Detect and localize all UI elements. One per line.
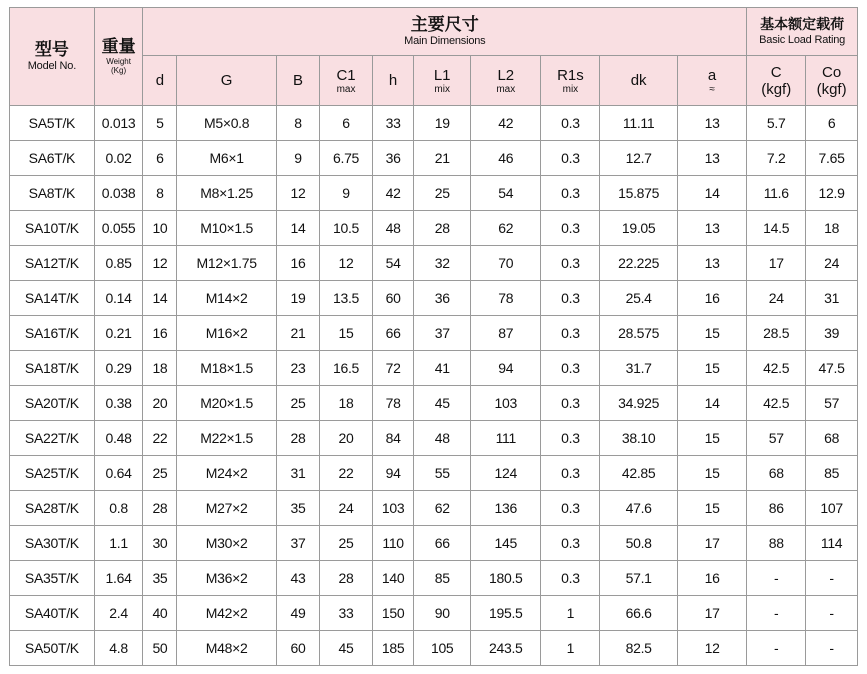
cell-a: 13 bbox=[677, 246, 746, 281]
col-header-g bbox=[177, 56, 276, 106]
col-header-l1 bbox=[414, 56, 471, 106]
table-row bbox=[10, 526, 858, 561]
cell-weight: 0.02 bbox=[94, 141, 143, 176]
cell-b: 60 bbox=[276, 631, 319, 666]
cell-c1: 15 bbox=[320, 316, 373, 351]
cell-r1s: 0.3 bbox=[541, 281, 600, 316]
cell-model: SA28T/K bbox=[10, 491, 95, 526]
cell-g: M48×2 bbox=[177, 631, 276, 666]
cell-l2: 124 bbox=[471, 456, 541, 491]
cell-b: 25 bbox=[276, 386, 319, 421]
cell-r1s: 0.3 bbox=[541, 316, 600, 351]
cell-r1s: 0.3 bbox=[541, 491, 600, 526]
cell-h: 94 bbox=[372, 456, 413, 491]
cell-weight: 0.013 bbox=[94, 106, 143, 141]
cell-b: 37 bbox=[276, 526, 319, 561]
cell-co: 6 bbox=[806, 106, 858, 141]
cell-dk: 42.85 bbox=[600, 456, 678, 491]
cell-c1: 9 bbox=[320, 176, 373, 211]
cell-c: 5.7 bbox=[747, 106, 806, 141]
cell-co: 7.65 bbox=[806, 141, 858, 176]
cell-r1s: 1 bbox=[541, 631, 600, 666]
cell-a: 15 bbox=[677, 456, 746, 491]
model-header bbox=[10, 8, 95, 106]
cell-co: 114 bbox=[806, 526, 858, 561]
col-header-d bbox=[143, 56, 177, 106]
cell-g: M20×1.5 bbox=[177, 386, 276, 421]
cell-dk: 47.6 bbox=[600, 491, 678, 526]
cell-a: 17 bbox=[677, 596, 746, 631]
cell-d: 30 bbox=[143, 526, 177, 561]
cell-d: 40 bbox=[143, 596, 177, 631]
cell-d: 25 bbox=[143, 456, 177, 491]
cell-d: 35 bbox=[143, 561, 177, 596]
cell-dk: 11.11 bbox=[600, 106, 678, 141]
table-row bbox=[10, 421, 858, 456]
cell-l1: 32 bbox=[414, 246, 471, 281]
table-row bbox=[10, 246, 858, 281]
cell-dk: 50.8 bbox=[600, 526, 678, 561]
table-row bbox=[10, 596, 858, 631]
cell-c: 42.5 bbox=[747, 386, 806, 421]
col-symbol: C1 bbox=[336, 66, 356, 84]
cell-h: 60 bbox=[372, 281, 413, 316]
col-unit: (kgf) bbox=[816, 80, 847, 98]
cell-a: 16 bbox=[677, 281, 746, 316]
cell-r1s: 0.3 bbox=[541, 211, 600, 246]
cell-l2: 94 bbox=[471, 351, 541, 386]
col-symbol: L1 bbox=[433, 66, 451, 84]
cell-r1s: 0.3 bbox=[541, 351, 600, 386]
cell-l1: 90 bbox=[414, 596, 471, 631]
cell-g: M24×2 bbox=[177, 456, 276, 491]
cell-g: M22×1.5 bbox=[177, 421, 276, 456]
cell-weight: 0.48 bbox=[94, 421, 143, 456]
cell-dk: 15.875 bbox=[600, 176, 678, 211]
cell-l1: 28 bbox=[414, 211, 471, 246]
cell-a: 13 bbox=[677, 106, 746, 141]
table-header bbox=[10, 8, 858, 106]
cell-h: 36 bbox=[372, 141, 413, 176]
cell-r1s: 0.3 bbox=[541, 561, 600, 596]
cell-co: 47.5 bbox=[806, 351, 858, 386]
cell-c1: 12 bbox=[320, 246, 373, 281]
table-row bbox=[10, 106, 858, 141]
table-row bbox=[10, 386, 858, 421]
cell-a: 15 bbox=[677, 316, 746, 351]
cell-model: SA22T/K bbox=[10, 421, 95, 456]
cell-co: 68 bbox=[806, 421, 858, 456]
col-subscript: mix bbox=[562, 83, 579, 95]
cell-r1s: 0.3 bbox=[541, 246, 600, 281]
cell-b: 21 bbox=[276, 316, 319, 351]
cell-c: 14.5 bbox=[747, 211, 806, 246]
cell-l2: 145 bbox=[471, 526, 541, 561]
cell-l1: 41 bbox=[414, 351, 471, 386]
cell-l2: 111 bbox=[471, 421, 541, 456]
cell-g: M6×1 bbox=[177, 141, 276, 176]
cell-dk: 31.7 bbox=[600, 351, 678, 386]
cell-l2: 87 bbox=[471, 316, 541, 351]
cell-dk: 28.575 bbox=[600, 316, 678, 351]
cell-d: 12 bbox=[143, 246, 177, 281]
cell-h: 78 bbox=[372, 386, 413, 421]
table-row bbox=[10, 211, 858, 246]
cell-c: 11.6 bbox=[747, 176, 806, 211]
table-body bbox=[10, 106, 858, 666]
cell-dk: 82.5 bbox=[600, 631, 678, 666]
cell-g: M8×1.25 bbox=[177, 176, 276, 211]
cell-h: 110 bbox=[372, 526, 413, 561]
cell-model: SA50T/K bbox=[10, 631, 95, 666]
col-symbol: L2 bbox=[497, 66, 515, 84]
table-row bbox=[10, 316, 858, 351]
cell-l2: 46 bbox=[471, 141, 541, 176]
cell-d: 14 bbox=[143, 281, 177, 316]
cell-model: SA5T/K bbox=[10, 106, 95, 141]
col-symbol: a bbox=[707, 66, 717, 84]
cell-l2: 42 bbox=[471, 106, 541, 141]
cell-g: M18×1.5 bbox=[177, 351, 276, 386]
cell-b: 14 bbox=[276, 211, 319, 246]
cell-a: 15 bbox=[677, 421, 746, 456]
cell-c: 86 bbox=[747, 491, 806, 526]
cell-weight: 0.38 bbox=[94, 386, 143, 421]
cell-l1: 55 bbox=[414, 456, 471, 491]
cell-l2: 195.5 bbox=[471, 596, 541, 631]
cell-c1: 45 bbox=[320, 631, 373, 666]
cell-g: M10×1.5 bbox=[177, 211, 276, 246]
cell-model: SA12T/K bbox=[10, 246, 95, 281]
col-symbol: d bbox=[155, 72, 165, 89]
cell-c1: 10.5 bbox=[320, 211, 373, 246]
cell-g: M27×2 bbox=[177, 491, 276, 526]
cell-h: 185 bbox=[372, 631, 413, 666]
cell-c1: 13.5 bbox=[320, 281, 373, 316]
cell-l1: 45 bbox=[414, 386, 471, 421]
cell-c1: 6 bbox=[320, 106, 373, 141]
cell-r1s: 0.3 bbox=[541, 386, 600, 421]
weight-header-cn: 重量 bbox=[101, 37, 136, 57]
cell-b: 8 bbox=[276, 106, 319, 141]
cell-model: SA35T/K bbox=[10, 561, 95, 596]
col-symbol: dk bbox=[630, 72, 647, 89]
load-rating-header bbox=[747, 8, 858, 56]
cell-c1: 20 bbox=[320, 421, 373, 456]
cell-h: 66 bbox=[372, 316, 413, 351]
col-unit: (kgf) bbox=[761, 80, 792, 98]
cell-c: - bbox=[747, 631, 806, 666]
model-header-cn: 型号 bbox=[34, 39, 69, 60]
cell-l1: 37 bbox=[414, 316, 471, 351]
cell-h: 48 bbox=[372, 211, 413, 246]
cell-l2: 78 bbox=[471, 281, 541, 316]
cell-co: - bbox=[806, 596, 858, 631]
cell-a: 13 bbox=[677, 211, 746, 246]
table-row bbox=[10, 351, 858, 386]
cell-a: 15 bbox=[677, 491, 746, 526]
cell-r1s: 0.3 bbox=[541, 526, 600, 561]
cell-a: 14 bbox=[677, 386, 746, 421]
cell-weight: 0.055 bbox=[94, 211, 143, 246]
cell-c1: 28 bbox=[320, 561, 373, 596]
cell-co: - bbox=[806, 631, 858, 666]
cell-a: 15 bbox=[677, 351, 746, 386]
cell-model: SA20T/K bbox=[10, 386, 95, 421]
cell-a: 12 bbox=[677, 631, 746, 666]
cell-a: 16 bbox=[677, 561, 746, 596]
cell-g: M14×2 bbox=[177, 281, 276, 316]
cell-dk: 66.6 bbox=[600, 596, 678, 631]
cell-weight: 4.8 bbox=[94, 631, 143, 666]
cell-l2: 70 bbox=[471, 246, 541, 281]
cell-b: 31 bbox=[276, 456, 319, 491]
col-header-a bbox=[677, 56, 746, 106]
table-row bbox=[10, 281, 858, 316]
cell-l2: 103 bbox=[471, 386, 541, 421]
cell-d: 5 bbox=[143, 106, 177, 141]
table-row bbox=[10, 141, 858, 176]
cell-co: 31 bbox=[806, 281, 858, 316]
col-symbol: R1s bbox=[557, 66, 584, 84]
cell-a: 13 bbox=[677, 141, 746, 176]
cell-l2: 180.5 bbox=[471, 561, 541, 596]
cell-model: SA40T/K bbox=[10, 596, 95, 631]
cell-co: 18 bbox=[806, 211, 858, 246]
main-dimensions-cn: 主要尺寸 bbox=[410, 14, 479, 35]
cell-weight: 0.21 bbox=[94, 316, 143, 351]
cell-g: M16×2 bbox=[177, 316, 276, 351]
cell-l1: 19 bbox=[414, 106, 471, 141]
cell-weight: 0.8 bbox=[94, 491, 143, 526]
cell-c1: 33 bbox=[320, 596, 373, 631]
cell-dk: 19.05 bbox=[600, 211, 678, 246]
cell-d: 6 bbox=[143, 141, 177, 176]
cell-r1s: 0.3 bbox=[541, 421, 600, 456]
table-row bbox=[10, 176, 858, 211]
cell-dk: 12.7 bbox=[600, 141, 678, 176]
cell-d: 20 bbox=[143, 386, 177, 421]
cell-r1s: 0.3 bbox=[541, 106, 600, 141]
table-row bbox=[10, 631, 858, 666]
cell-co: 85 bbox=[806, 456, 858, 491]
main-dimensions-header bbox=[143, 8, 747, 56]
cell-h: 42 bbox=[372, 176, 413, 211]
col-header-co bbox=[806, 56, 858, 106]
cell-l2: 54 bbox=[471, 176, 541, 211]
cell-h: 103 bbox=[372, 491, 413, 526]
cell-c: 88 bbox=[747, 526, 806, 561]
cell-g: M36×2 bbox=[177, 561, 276, 596]
cell-model: SA30T/K bbox=[10, 526, 95, 561]
cell-d: 16 bbox=[143, 316, 177, 351]
col-header-l2 bbox=[471, 56, 541, 106]
cell-h: 72 bbox=[372, 351, 413, 386]
cell-c1: 6.75 bbox=[320, 141, 373, 176]
cell-model: SA18T/K bbox=[10, 351, 95, 386]
cell-model: SA8T/K bbox=[10, 176, 95, 211]
cell-dk: 38.10 bbox=[600, 421, 678, 456]
cell-weight: 0.85 bbox=[94, 246, 143, 281]
col-subscript: ≈ bbox=[709, 83, 715, 95]
cell-c1: 16.5 bbox=[320, 351, 373, 386]
cell-model: SA16T/K bbox=[10, 316, 95, 351]
cell-c: 17 bbox=[747, 246, 806, 281]
cell-h: 33 bbox=[372, 106, 413, 141]
cell-co: 24 bbox=[806, 246, 858, 281]
cell-l1: 62 bbox=[414, 491, 471, 526]
cell-weight: 1.1 bbox=[94, 526, 143, 561]
cell-b: 12 bbox=[276, 176, 319, 211]
table-row bbox=[10, 491, 858, 526]
cell-dk: 34.925 bbox=[600, 386, 678, 421]
cell-co: 39 bbox=[806, 316, 858, 351]
cell-c1: 25 bbox=[320, 526, 373, 561]
cell-l2: 136 bbox=[471, 491, 541, 526]
cell-h: 150 bbox=[372, 596, 413, 631]
table-row bbox=[10, 561, 858, 596]
cell-l1: 25 bbox=[414, 176, 471, 211]
cell-co: - bbox=[806, 561, 858, 596]
cell-a: 14 bbox=[677, 176, 746, 211]
cell-model: SA6T/K bbox=[10, 141, 95, 176]
cell-dk: 25.4 bbox=[600, 281, 678, 316]
cell-l1: 85 bbox=[414, 561, 471, 596]
cell-dk: 57.1 bbox=[600, 561, 678, 596]
cell-d: 10 bbox=[143, 211, 177, 246]
cell-l1: 36 bbox=[414, 281, 471, 316]
col-header-dk bbox=[600, 56, 678, 106]
cell-c: 7.2 bbox=[747, 141, 806, 176]
cell-model: SA14T/K bbox=[10, 281, 95, 316]
col-symbol: Co bbox=[821, 63, 842, 81]
col-symbol: B bbox=[292, 72, 303, 89]
cell-c1: 22 bbox=[320, 456, 373, 491]
cell-r1s: 0.3 bbox=[541, 176, 600, 211]
cell-b: 35 bbox=[276, 491, 319, 526]
table-row bbox=[10, 456, 858, 491]
cell-d: 22 bbox=[143, 421, 177, 456]
cell-l1: 66 bbox=[414, 526, 471, 561]
cell-weight: 2.4 bbox=[94, 596, 143, 631]
cell-d: 18 bbox=[143, 351, 177, 386]
col-subscript: mix bbox=[434, 83, 450, 95]
cell-weight: 0.64 bbox=[94, 456, 143, 491]
cell-b: 9 bbox=[276, 141, 319, 176]
cell-co: 57 bbox=[806, 386, 858, 421]
cell-b: 28 bbox=[276, 421, 319, 456]
cell-b: 43 bbox=[276, 561, 319, 596]
cell-c: - bbox=[747, 596, 806, 631]
cell-weight: 0.29 bbox=[94, 351, 143, 386]
load-rating-cn: 基本额定载荷 bbox=[760, 16, 845, 33]
cell-g: M30×2 bbox=[177, 526, 276, 561]
cell-h: 54 bbox=[372, 246, 413, 281]
cell-r1s: 0.3 bbox=[541, 141, 600, 176]
col-symbol: G bbox=[220, 72, 233, 89]
cell-d: 28 bbox=[143, 491, 177, 526]
cell-b: 19 bbox=[276, 281, 319, 316]
col-symbol: C bbox=[770, 63, 782, 81]
col-subscript: max bbox=[336, 83, 356, 95]
cell-c: 24 bbox=[747, 281, 806, 316]
cell-c: 42.5 bbox=[747, 351, 806, 386]
col-symbol: h bbox=[388, 72, 398, 89]
cell-b: 49 bbox=[276, 596, 319, 631]
cell-l2: 243.5 bbox=[471, 631, 541, 666]
cell-c1: 24 bbox=[320, 491, 373, 526]
weight-header-unit: (Kg) bbox=[111, 66, 127, 75]
cell-b: 23 bbox=[276, 351, 319, 386]
cell-g: M12×1.75 bbox=[177, 246, 276, 281]
weight-header bbox=[94, 8, 143, 106]
cell-co: 107 bbox=[806, 491, 858, 526]
cell-c: 57 bbox=[747, 421, 806, 456]
col-header-c1 bbox=[320, 56, 373, 106]
cell-d: 50 bbox=[143, 631, 177, 666]
cell-r1s: 1 bbox=[541, 596, 600, 631]
cell-l2: 62 bbox=[471, 211, 541, 246]
cell-co: 12.9 bbox=[806, 176, 858, 211]
cell-g: M5×0.8 bbox=[177, 106, 276, 141]
cell-dk: 22.225 bbox=[600, 246, 678, 281]
cell-a: 17 bbox=[677, 526, 746, 561]
cell-d: 8 bbox=[143, 176, 177, 211]
cell-l1: 21 bbox=[414, 141, 471, 176]
col-header-h bbox=[372, 56, 413, 106]
cell-weight: 1.64 bbox=[94, 561, 143, 596]
cell-l1: 48 bbox=[414, 421, 471, 456]
spec-table bbox=[9, 7, 858, 666]
cell-r1s: 0.3 bbox=[541, 456, 600, 491]
col-header-r1s bbox=[541, 56, 600, 106]
col-header-b bbox=[276, 56, 319, 106]
main-dimensions-en: Main Dimensions bbox=[404, 34, 486, 47]
cell-h: 140 bbox=[372, 561, 413, 596]
cell-c: 28.5 bbox=[747, 316, 806, 351]
cell-weight: 0.14 bbox=[94, 281, 143, 316]
cell-model: SA10T/K bbox=[10, 211, 95, 246]
cell-model: SA25T/K bbox=[10, 456, 95, 491]
weight-header-en: Weight bbox=[106, 57, 131, 66]
cell-c: - bbox=[747, 561, 806, 596]
cell-c: 68 bbox=[747, 456, 806, 491]
col-subscript: max bbox=[496, 83, 516, 95]
col-header-c bbox=[747, 56, 806, 106]
cell-weight: 0.038 bbox=[94, 176, 143, 211]
model-header-en: Model No. bbox=[27, 59, 77, 72]
cell-c1: 18 bbox=[320, 386, 373, 421]
load-rating-en: Basic Load Rating bbox=[759, 33, 846, 46]
cell-h: 84 bbox=[372, 421, 413, 456]
cell-l1: 105 bbox=[414, 631, 471, 666]
cell-g: M42×2 bbox=[177, 596, 276, 631]
cell-b: 16 bbox=[276, 246, 319, 281]
